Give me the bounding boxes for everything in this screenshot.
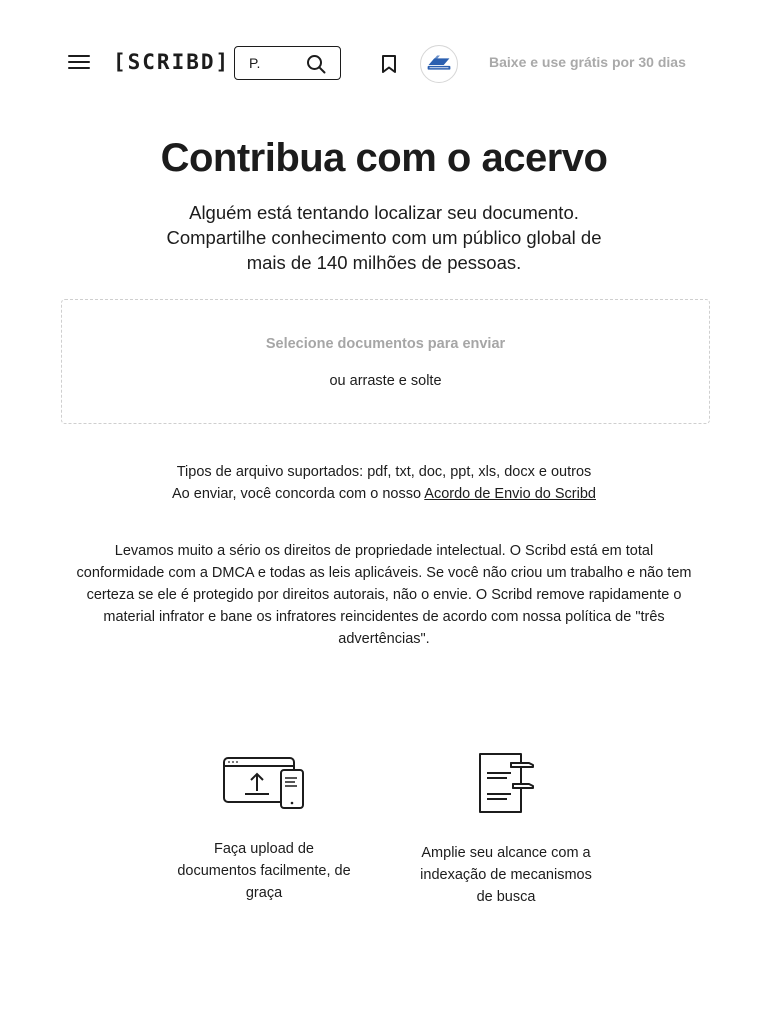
upload-agreement-link[interactable]: Acordo de Envio do Scribd	[424, 486, 596, 502]
menu-icon[interactable]	[68, 55, 90, 72]
scribd-logo[interactable]: [SCRIBD]	[113, 50, 231, 74]
feature-upload-caption: Faça upload de documentos facilmente, de graça	[177, 841, 351, 901]
upload-dropzone[interactable]	[61, 299, 710, 424]
copyright-notice: Levamos muito a sério os direitos de propriedade intelectual. O Scribd está em total conformidade com a DMCA e todas as leis aplicáveis. Se você não criou um trabalho e não tem certeza se ele é protegido por direitos autorais, não o envie. O Scribd remove rapidamente o material infrator e bane os infratores reincidentes de acordo com nossa política de "três advertências".	[76, 543, 692, 647]
feature-search-indexing	[416, 752, 596, 908]
search-icon[interactable]	[306, 54, 326, 74]
bookmark-icon[interactable]	[380, 54, 398, 74]
page-subtitle: Alguém está tentando localizar seu documento. Compartilhe conhecimento com um público global de mais de 140 milhões de pessoas.	[166, 202, 602, 273]
search-indexing-icon	[477, 752, 535, 814]
search-bar[interactable]	[234, 46, 341, 80]
filetypes-info	[0, 461, 768, 505]
select-documents-button[interactable]: Selecione documentos para enviar	[265, 336, 506, 352]
supported-filetypes: Tipos de arquivo suportados: pdf, txt, doc, ppt, xls, docx e outros	[176, 464, 592, 480]
free-trial-link[interactable]: Baixe e use grátis por 30 dias	[489, 54, 686, 70]
agreement-prefix: Ao enviar, você concorda com o nosso	[172, 486, 422, 502]
drag-drop-hint: ou arraste e solte	[329, 373, 442, 389]
header	[0, 0, 768, 128]
upload-devices-icon	[223, 752, 305, 810]
feature-search-caption: Amplie seu alcance com a indexação de mecanismos de busca	[420, 845, 592, 905]
avatar[interactable]	[420, 45, 458, 83]
agreement-line	[0, 483, 768, 505]
page-title: Contribua com o acervo	[160, 136, 608, 180]
feature-upload	[174, 752, 354, 904]
avatar-logo-icon	[421, 46, 457, 82]
search-input[interactable]	[249, 54, 289, 72]
